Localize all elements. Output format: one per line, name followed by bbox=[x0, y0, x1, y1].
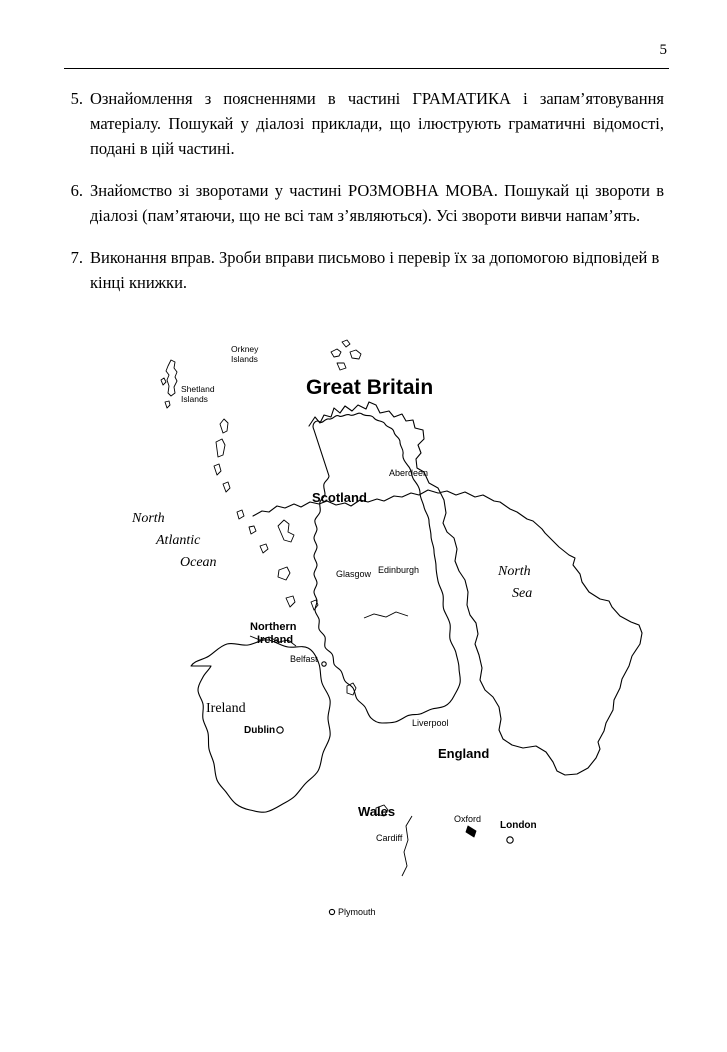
plymouth-label: Plymouth bbox=[338, 907, 376, 917]
london-marker bbox=[507, 837, 513, 843]
plymouth-marker bbox=[329, 909, 334, 914]
list-item bbox=[64, 178, 664, 228]
northern-ireland-label-line2: Ireland bbox=[257, 634, 294, 646]
great-britain-map-figure bbox=[64, 330, 664, 970]
orkney-islands-label-line2: Islands bbox=[231, 354, 258, 364]
header-rule bbox=[64, 68, 669, 69]
isle-of-skye-shape bbox=[278, 520, 294, 542]
list-item-number: 5. bbox=[70, 89, 83, 108]
north-sea-label-line2: Sea bbox=[512, 586, 533, 601]
instruction-list bbox=[64, 86, 664, 312]
oxford-label: Oxford bbox=[454, 814, 482, 824]
hebrides-shape bbox=[214, 419, 268, 553]
arran-shape bbox=[311, 600, 318, 610]
liverpool-label: Liverpool bbox=[412, 718, 449, 728]
orkney-islands-shape bbox=[331, 340, 361, 370]
dublin-marker bbox=[277, 727, 283, 733]
north-sea-label-line1: North bbox=[498, 564, 531, 579]
map-title: Great Britain bbox=[306, 376, 434, 399]
ireland-label: Ireland bbox=[206, 701, 246, 716]
dublin-label: Dublin bbox=[244, 725, 276, 736]
north-atlantic-label-line2: Atlantic bbox=[156, 533, 201, 548]
northern-ireland-label-line1: Northern bbox=[250, 621, 297, 633]
scotland-label: Scotland bbox=[312, 490, 367, 505]
glasgow-label: Glasgow bbox=[336, 569, 372, 579]
edinburgh-label: Edinburgh bbox=[378, 565, 420, 575]
north-atlantic-label-line3: Ocean bbox=[180, 555, 217, 570]
wales-label: Wales bbox=[358, 804, 396, 819]
list-item bbox=[64, 245, 664, 295]
page-number: 5 bbox=[659, 42, 667, 58]
shetland-islands-label-line1: Shetland bbox=[181, 384, 215, 394]
islay-shape bbox=[286, 596, 295, 607]
list-item-text: Ознайомлення з поясненнями в частині ГРАМАТИКА і запам’ятовування матеріалу. Пошукай у діалозі приклади, що ілюструють граматичні відомості, подані в цій частині. bbox=[90, 89, 664, 158]
england-label: England bbox=[438, 746, 490, 761]
north-atlantic-label-line1: North bbox=[132, 511, 165, 526]
shetland-islands-label-line2: Islands bbox=[181, 394, 208, 404]
cardiff-pointer bbox=[466, 826, 476, 837]
wales-england-border bbox=[402, 816, 412, 876]
aberdeen-label: Aberdeen bbox=[389, 468, 429, 478]
london-label: London bbox=[500, 820, 537, 831]
scotland-england-border bbox=[364, 612, 408, 618]
list-item-number: 6. bbox=[70, 181, 83, 200]
isle-of-mull-shape bbox=[278, 567, 290, 580]
shetland-islands-shape bbox=[161, 360, 177, 408]
belfast-marker bbox=[322, 662, 326, 666]
belfast-label: Belfast bbox=[290, 654, 318, 664]
list-item-number: 7. bbox=[70, 248, 83, 267]
cardiff-label: Cardiff bbox=[376, 833, 403, 843]
orkney-islands-label-line1: Orkney bbox=[231, 344, 259, 354]
list-item bbox=[64, 86, 664, 161]
list-item-text: Знайомство зі зворотами у частині РОЗМОВНА МОВА. Пошукай ці звороти в діалозі (пам’ятаючи, що не всі там з’являються). Усі звороти вивчи напам’ять. bbox=[90, 181, 664, 225]
list-item-text: Виконання вправ. Зроби вправи письмово і перевір їх за допомогою відповідей в кінці книжки. bbox=[90, 248, 660, 292]
